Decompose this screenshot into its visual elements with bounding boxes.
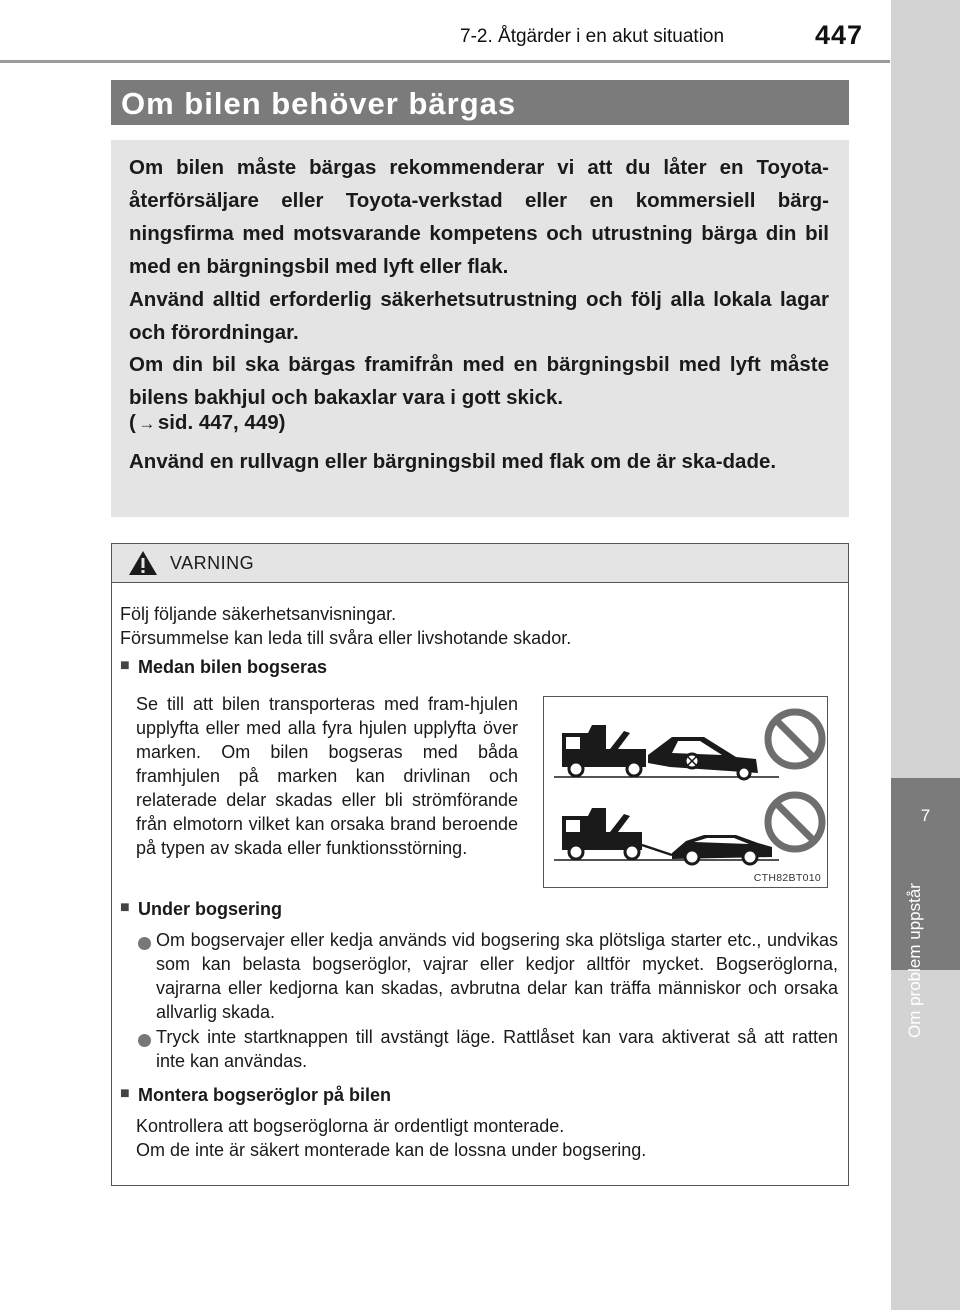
ref-open-paren: ( (129, 411, 136, 434)
square-bullet-icon: ■ (120, 899, 130, 916)
intro-box (111, 140, 849, 517)
intro-paragraph: Använd en rullvagn eller bärgningsbil med flak om de är ska-dade. (129, 450, 777, 473)
intro-paragraph: Om bilen måste bärgas rekommenderar vi att du låter en Toyota-återförsäljare eller Toyota-verkstad eller en kommersiell bärg-ningsfirma med motsvarande kompetens och utrustning bärga din bil med en bärgningsbil med lyft eller flak. (129, 156, 829, 278)
section-heading: Under bogsering (138, 899, 283, 919)
warning-header (112, 544, 848, 583)
figure-code: CTH82BT010 (753, 872, 821, 884)
section-title-bar (111, 80, 849, 125)
warning-triangle-icon (128, 550, 158, 576)
arrow-right-icon: → (138, 414, 156, 433)
page-reference[interactable] (129, 406, 829, 440)
section-text: Se till att bilen transporteras med fram-hjulen upplyfta eller med alla fyra hjulen upplyfta över marken. Om bilen bogseras med båda framhjulen på marken kan drivlinan och relaterade delar skadas eller bli strömförande från elmotorn vilket kan orsaka brand beroende på typen av skada eller funktionsstörning. (136, 694, 518, 858)
towing-illustration (543, 696, 828, 888)
header-divider (0, 60, 890, 63)
warning-label: VARNING (170, 553, 255, 573)
section-heading: Montera bogseröglor på bilen (138, 1085, 392, 1105)
chapter-side-tab (891, 0, 960, 1310)
warning-box (111, 543, 849, 1186)
round-bullet-icon (138, 937, 151, 950)
section-text-line: Kontrollera att bogseröglorna är ordentligt monterade. (136, 1116, 565, 1136)
round-bullet-icon (138, 1034, 151, 1047)
square-bullet-icon: ■ (120, 657, 130, 674)
chapter-number: 7 (920, 806, 931, 825)
ref-text: sid. 447, 449) (157, 411, 286, 434)
page-number: 447 (815, 20, 864, 50)
bullet-text: Om bogservajer eller kedja används vid bogsering ska plötsliga starter etc., undvikas som kan belasta bogseröglor, vajrar eller kedjor alltför mycket. Bogseröglorna, vajrarna eller kedjorna kan skadas, avbrutna delar kan träffa människor och orsaka allvarlig skada. (156, 930, 838, 1022)
section-title: Om bilen behöver bärgas (121, 86, 517, 121)
section-text-line: Om de inte är säkert monterade kan de lossna under bogsering. (136, 1140, 647, 1160)
warning-intro-line: Försummelse kan leda till svåra eller livshotande skador. (120, 628, 572, 648)
intro-paragraph: Om din bil ska bärgas framifrån med en bärgningsbil med lyft måste bilens bakhjul och bakaxlar vara i gott skick. (129, 353, 829, 409)
warning-intro-line: Följ följande säkerhetsanvisningar. (120, 604, 397, 624)
header-section-title: 7-2. Åtgärder i en akut situation (460, 26, 725, 47)
chapter-title-text: Om problem uppstår (905, 883, 924, 1038)
square-bullet-icon: ■ (120, 1085, 130, 1102)
tow-truck-illustration-icon (544, 697, 827, 887)
bullet-text: Tryck inte startknappen till avstängt läge. Rattlåset kan vara aktiverat så att ratten inte kan användas. (156, 1027, 838, 1071)
section-heading: Medan bilen bogseras (138, 657, 328, 677)
intro-paragraph: Använd alltid erforderlig säkerhetsutrustning och följ alla lokala lagar och förordningar. (129, 288, 829, 344)
